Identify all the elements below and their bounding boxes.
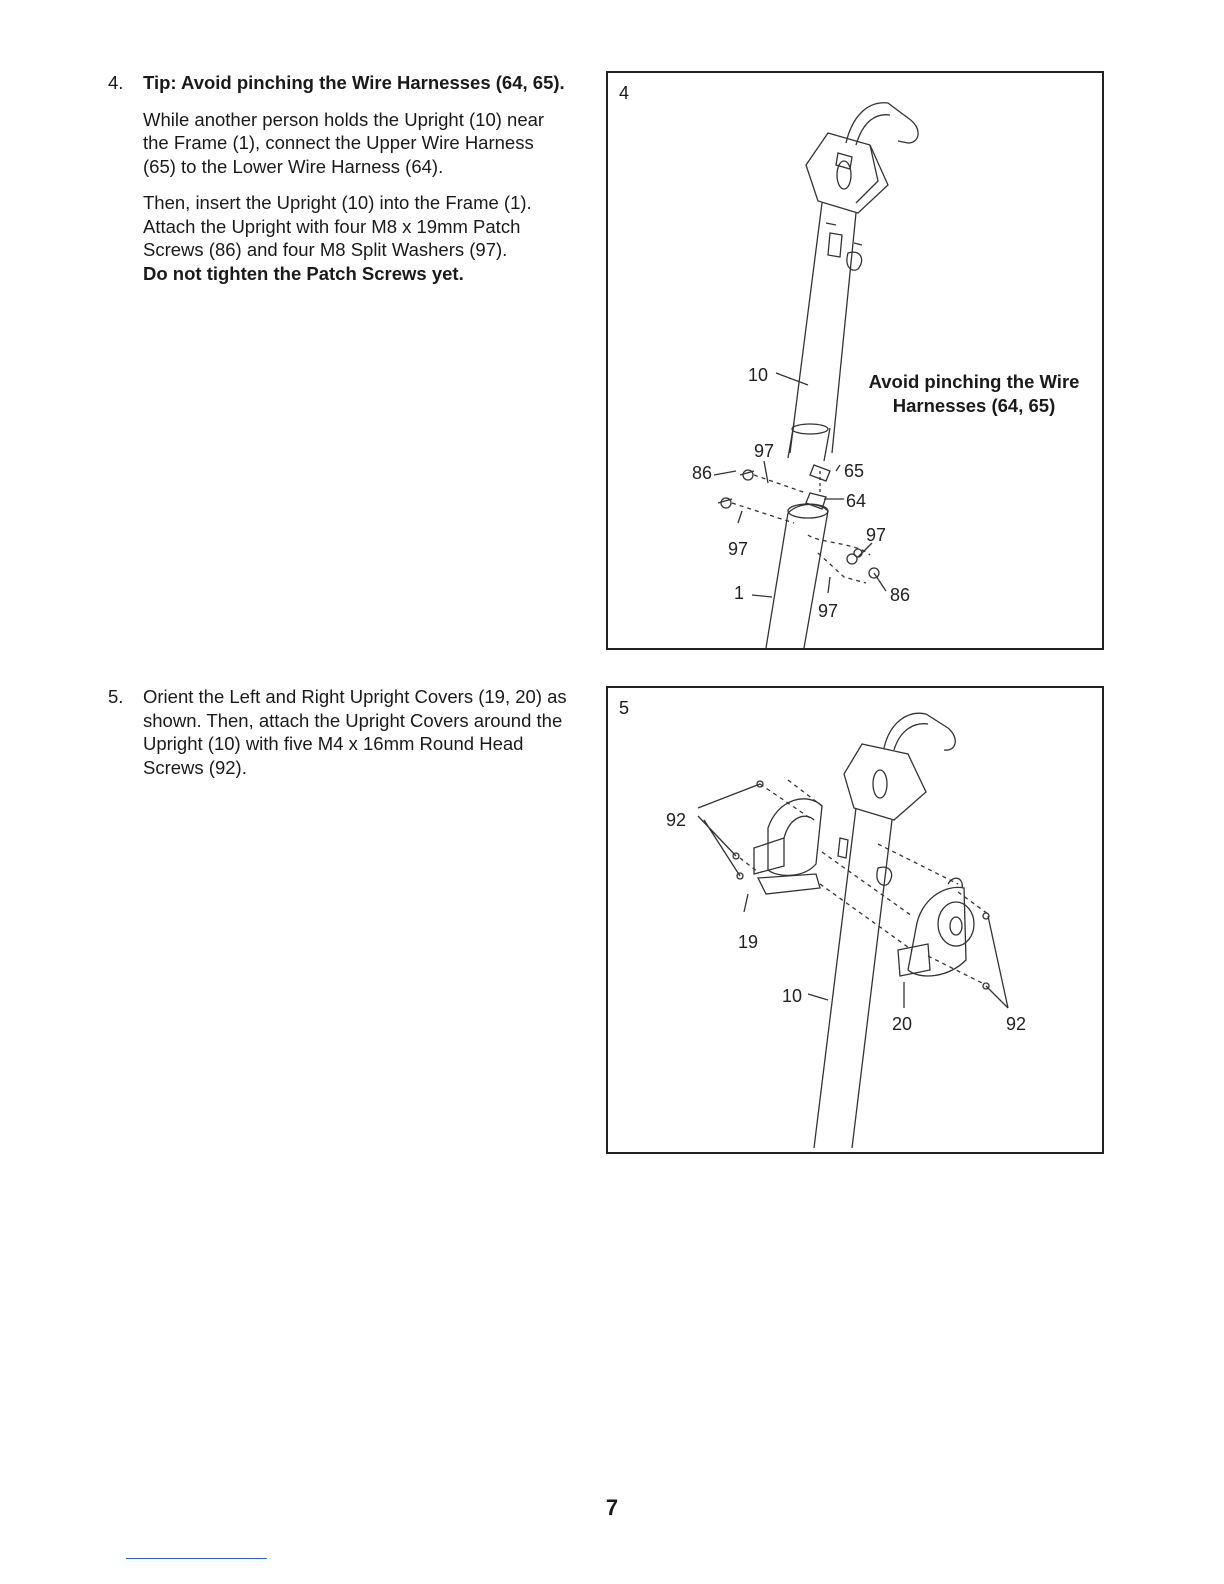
upright-covers-illustration: [608, 688, 1102, 1152]
callout-washer: 97: [866, 525, 887, 545]
caution-note: Avoid pinching the Wire Harnesses (64, 65): [868, 371, 1080, 416]
callout-screw: 86: [890, 585, 911, 605]
callout-lower-harness: 64: [846, 491, 867, 511]
callout-upper-harness: 65: [844, 461, 865, 481]
step-paragraph: While another person holds the Upright (10) near the Frame (1), connect the Upper Wire Harness (65) to the Lower Wire Harness (64).: [143, 108, 545, 177]
callout-screws: 92: [1006, 1014, 1027, 1034]
callout-washer: 97: [754, 441, 775, 461]
step-number: 4.: [108, 72, 124, 93]
figure-number: 4: [619, 83, 630, 103]
step-paragraph: [143, 191, 568, 285]
step-instruction: Then, insert the Upright (10) into the Frame (1). Attach the Upright with four M8 x 19mm Patch Screws (86) and four M8 Split Washers (97).: [143, 192, 532, 260]
step-number: 5.: [108, 686, 124, 707]
step-4: [108, 71, 568, 298]
upright-assembly-illustration: [608, 73, 1102, 648]
figure-4: [606, 71, 1104, 650]
callout-screw: 86: [692, 463, 713, 483]
warning-text: Do not tighten the Patch Screws yet.: [143, 262, 464, 284]
step-5: [108, 685, 568, 792]
callout-frame: 1: [734, 583, 745, 603]
step-paragraph: Orient the Left and Right Upright Covers (19, 20) as shown. Then, attach the Upright Covers around the Upright (10) with five M4 x 16mm Round Head Screws (92).: [143, 686, 567, 778]
figure-number: 5: [619, 698, 630, 718]
callout-screws: 92: [666, 810, 687, 830]
callout-washer: 97: [818, 601, 839, 621]
callout-washer: 97: [728, 539, 749, 559]
page-number: 7: [605, 1495, 619, 1520]
callout-right-cover: 20: [892, 1014, 913, 1034]
tip-text: Tip: Avoid pinching the Wire Harnesses (64, 65).: [143, 72, 565, 93]
callout-left-cover: 19: [738, 932, 759, 952]
footer-rule: [126, 1558, 267, 1559]
figure-5: [606, 686, 1104, 1154]
callout-upright: 10: [782, 986, 803, 1006]
callout-upright: 10: [748, 365, 769, 385]
